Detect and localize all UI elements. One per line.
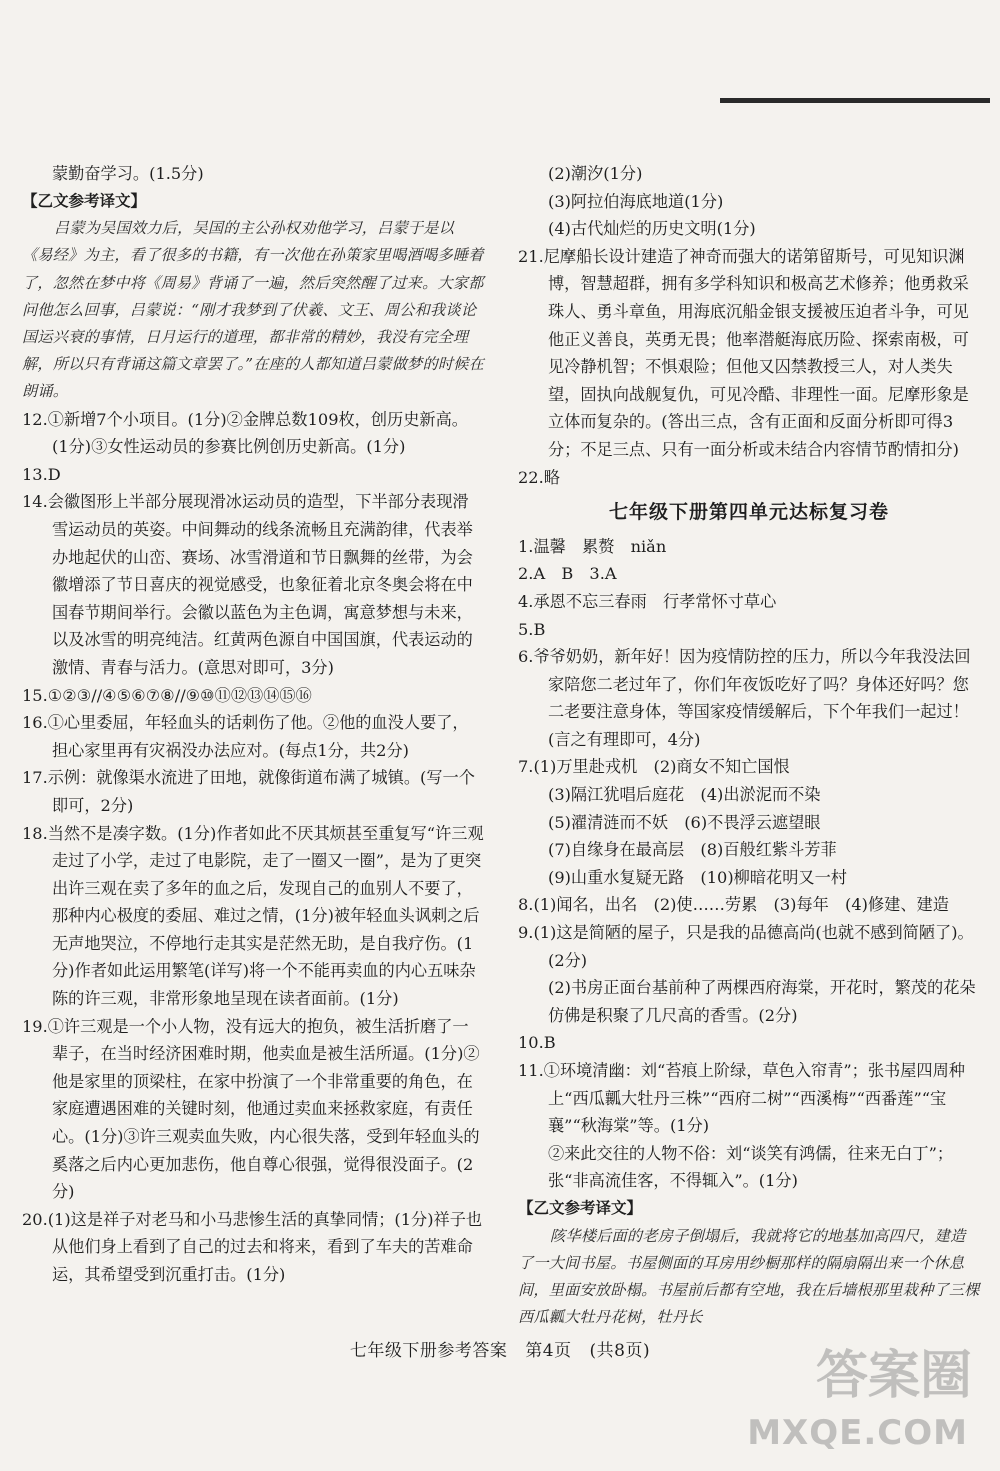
translation-paragraph: 陔华楼后面的老房子倒塌后，我就将它的地基加高四尺，建造了一大间书屋。书屋侧面的耳房用纱橱那样的隔扇隔出来一个休息间，里面安放卧榻。书屋前后都有空地，我在后墙根那里栽种了三棵西瓜瓤大牡丹花树，牡丹长 (518, 1226, 980, 1327)
footer-title: 七年级下册参考答案 (349, 1341, 508, 1361)
answer-continuation: 蒙勤奋学习。(1.5分) (52, 164, 204, 183)
answer-item: 12.①新增7个小项目。(1分)②金牌总数109枚，创历史新高。(1分)③女性运动员的参赛比例创历史新高。(1分) (22, 409, 468, 457)
answer-continuation: (9)山重水复疑无路 (10)柳暗花明又一村 (548, 867, 847, 887)
translation-paragraph: 吕蒙为吴国效力后，吴国的主公孙权劝他学习，吕蒙于是以《易经》为主，看了很多的书籍，有一次他在孙策家里喝酒喝多睡着了，忽然在梦中将《周易》背诵了一遍，然后突然醒了过来。大家都问他怎么回事，吕蒙说：“刚才我梦到了伏羲、文王、周公和我谈论国运兴衰的事情，日月运行的道理，都非常的精妙，我没有完全理解，所以只有背诵这篇文章罢了。”在座的人都知道吕蒙做梦的时候在朗诵。 (22, 219, 484, 401)
answer-item: 5.B (518, 619, 546, 639)
footer-page: 第4页 (525, 1341, 572, 1361)
answer-item: 8.(1)闻名，出名 (2)使……劳累 (3)每年 (4)修建、建造 (518, 895, 949, 915)
answer-continuation: (3)隔江犹唱后庭花 (4)出淤泥而不染 (548, 785, 821, 805)
answer-continuation: (2)书房正面台基前种了两棵西府海棠，开花时，繁茂的花朵仿佛是积聚了几尺高的香雪。(2分) (548, 978, 976, 1025)
answer-item: 17.示例：就像渠水流进了田地，就像街道布满了城镇。(写一个即可，2分) (22, 768, 475, 815)
unit-title: 七年级下册第四单元达标复习卷 (608, 501, 889, 524)
answer-continuation: ②来此交往的人物不俗：刘“谈笑有鸿儒，往来无白丁”；张“非高流佳客，不得辄入”。(1分) (548, 1143, 954, 1191)
answer-item: 14.会徽图形上半部分展现滑冰运动员的造型，下半部分表现滑雪运动员的英姿。中间舞动的线条流畅且充满韵律，代表举办地起伏的山峦、赛场、冰雪滑道和节日飘舞的丝带，为会徽增添了节日喜庆的视觉感受，也象征着北京冬奥会将在中国春节期间举行。会徽以蓝色为主色调，寓意梦想与未来，以及冰雪的明亮纯洁。红黄两色源自中国国旗，代表运动的激情、青春与活力。(意思对即可，3分) (22, 492, 473, 677)
answer-continuation: (2)潮汐(1分) (548, 164, 643, 183)
answer-item: 11.①环境清幽：刘“苔痕上阶绿，草色入帘青”；张书屋四周种上“西瓜瓤大牡丹三株”“西府二树”“西溪梅”“西番莲”“宝襄”“秋海棠”等。(1分) (518, 1061, 965, 1136)
answer-item: 18.当然不是凑字数。(1分)作者如此不厌其烦甚至重复写“许三观走过了小学，走过了电影院，走了一圈又一圈”，是为了更突出许三观在卖了多年的血之后，发现自己的血别人不要了，那种内心极度的委屈、难过之情，(1分)被年轻血头讽刺之后无声地哭泣，不停地行走其实是茫然无助，是自我疗伤。(1分)作者如此运用繁笔(详写)将一个不能再卖血的内心五味杂陈的许三观，非常形象地呈现在读者面前。(1分) (22, 823, 484, 1009)
section-header: 【乙文参考译文】 (22, 191, 147, 210)
answer-item: 1.温馨 累赘 niǎn (518, 536, 667, 556)
answer-item: 21.尼摩船长设计建造了神奇而强大的诺第留斯号，可见知识渊博，智慧超群，拥有多学科知识和极高艺术修养；他勇救采珠人、勇斗章鱼，用海底沉船金银支援被压迫者斗争，可见他正义善良，英勇无畏；他率潜艇海底历险、探索南极，可见冷静机智；不惧艰险；但他又囚禁教授三人，对人类失望，固执向战舰复仇，可见冷酷、非理性一面。尼摩形象是立体而复杂的。(答出三点，含有正面和反面分析即可得3分；不足三点、只有一面分析或未结合内容情节酌情扣分) (518, 246, 969, 459)
answer-continuation: (7)自缘身在最高层 (8)百般红紫斗芳菲 (548, 840, 837, 860)
answer-item: 20.(1)这是祥子对老马和小马悲惨生活的真挚同情；(1分)祥子也从他们身上看到了自己的过去和将来，看到了车夫的苦难命运，其希望受到沉重打击。(1分) (22, 1209, 483, 1285)
watermark-logo (747, 1333, 972, 1453)
footer-total: (共8页) (589, 1341, 651, 1361)
answer-continuation: (4)古代灿烂的历史文明(1分) (548, 219, 756, 239)
answer-item: 13.D (22, 464, 61, 484)
answer-continuation: (5)濯清涟而不妖 (6)不畏浮云遮望眼 (548, 812, 821, 832)
right-column (518, 160, 980, 1331)
answer-continuation: (3)阿拉伯海底地道(1分) (548, 191, 724, 211)
top-rule (720, 98, 990, 103)
answer-item: 9.(1)这是简陋的屋子，只是我的品德高尚(也就不感到简陋了)。(2分) (518, 923, 974, 970)
answer-item: 4.承恩不忘三春雨 行孝常怀寸草心 (518, 591, 777, 611)
section-header: 【乙文参考译文】 (518, 1198, 643, 1217)
answer-item: 16.①心里委屈，年轻血头的话刺伤了他。②他的血没人要了，担心家里再有灾祸没办法应对。(每点1分，共2分) (22, 713, 469, 760)
answer-item: 10.B (518, 1033, 556, 1053)
answer-item: 15.①②③//④⑤⑥⑦⑧//⑨⑩⑪⑫⑬⑭⑮⑯ (22, 685, 312, 705)
left-column (22, 160, 484, 1289)
answer-item: 22.略 (518, 467, 560, 487)
answer-item: 6.爷爷奶奶，新年好！因为疫情防控的压力，所以今年我没法回家陪您二老过年了，你们年夜饭吃好了吗？身体还好吗？您二老要注意身体，等国家疫情缓解后，下个年我们一起过！(言之有理即可，4分) (518, 647, 971, 749)
watermark-top: 答案圈 (815, 1346, 972, 1406)
answer-item: 19.①许三观是一个小人物，没有远大的抱负，被生活折磨了一辈子，在当时经济困难时期，他卖血是被生活所逼。(1分)②他是家里的顶梁柱，在家中扮演了一个非常重要的角色，在家庭遭遇困难的关键时刻，他通过卖血来拯救家庭，有责任心。(1分)③许三观卖血失败，内心很失落，受到年轻血头的奚落之后内心更加悲伤，他自尊心很强，觉得很没面子。(2分) (22, 1016, 480, 1202)
answer-item: 2.A B 3.A (518, 564, 617, 584)
watermark-bottom: MXQE.COM (747, 1413, 968, 1453)
answer-item: 7.(1)万里赴戎机 (2)商女不知亡国恨 (518, 757, 790, 777)
